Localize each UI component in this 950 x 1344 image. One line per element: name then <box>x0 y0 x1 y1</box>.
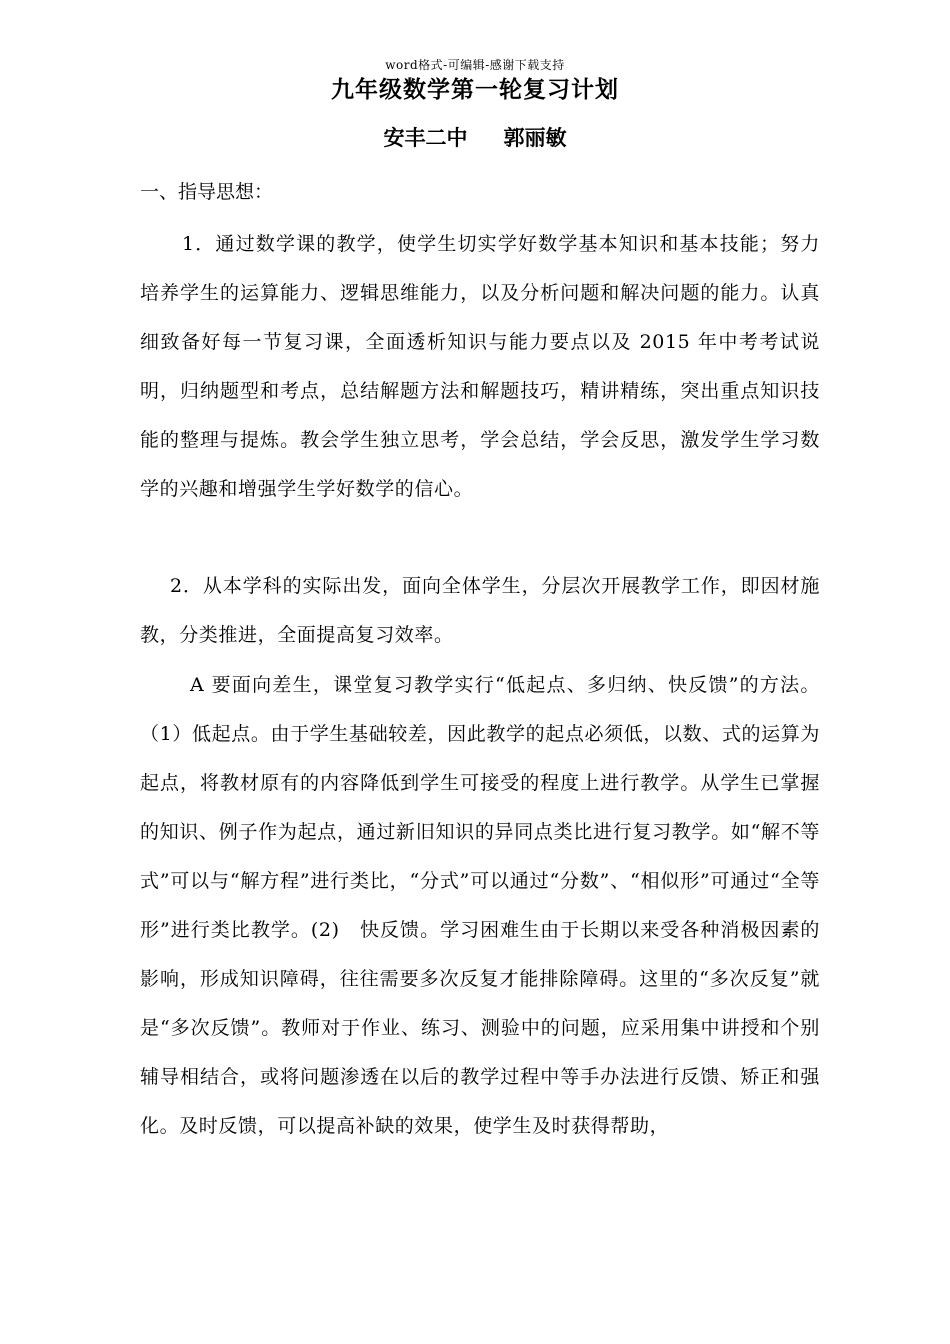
paragraph-3: A 要面向差生，课堂复习教学实行“低起点、多归纳、快反馈”的方法。（1）低起点。由于学生基础较差，因此教学的起点必须低，以数、式的运算为起点，将教材原有的内容降低到学生可接受的程度上进行教学。从学生已掌握的知识、例子作为起点，通过新旧知识的异同点类比进行复习教学。如“解不等式”可以与“解方程”进行类比，“分式”可以通过“分数”、“相似形”可通过“全等形”进行类比教学。(2) 快反馈。学习困难生由于长期以来受各种消极因素的影响，形成知识障碍，往往需要多次反复才能排除障碍。这里的“多次反复”就是“多次反馈”。教师对于作业、练习、测验中的问题，应采用集中讲授和个别辅导相结合，或将问题渗透在以后的教学过程中等手办法进行反馈、矫正和强化。及时反馈，可以提高补缺的效果，使学生及时获得帮助， <box>140 674 820 1137</box>
section-heading: 一、指导思想： <box>140 181 274 203</box>
author-name: 郭丽敏 <box>503 126 567 150</box>
author-line <box>0 124 950 152</box>
paragraph-2: 2．从本学科的实际出发，面向全体学生，分层次开展教学工作，即因材施教，分类推进，全面提高复习效率。 <box>140 575 820 646</box>
paragraph-1: 1．通过数学课的教学，使学生切实学好数学基本知识和基本技能；努力培养学生的运算能力、逻辑思维能力，以及分析问题和解决问题的能力。认真细致备好每一节复习课，全面透析知识与能力要点以及 2015 年中考考试说明，归纳题型和考点，总结解题方法和解题技巧，精讲精练，突出重点知识技能的整理与提炼。教会学生独立思考，学会总结，学会反思，激发学生学习数学的兴趣和增强学生学好数学的信心。 <box>140 233 820 500</box>
school-name: 安丰二中 <box>383 126 468 150</box>
header-note: word格式-可编辑-感谢下载支持 <box>385 58 565 72</box>
document-title: 九年级数学第一轮复习计划 <box>331 77 619 103</box>
